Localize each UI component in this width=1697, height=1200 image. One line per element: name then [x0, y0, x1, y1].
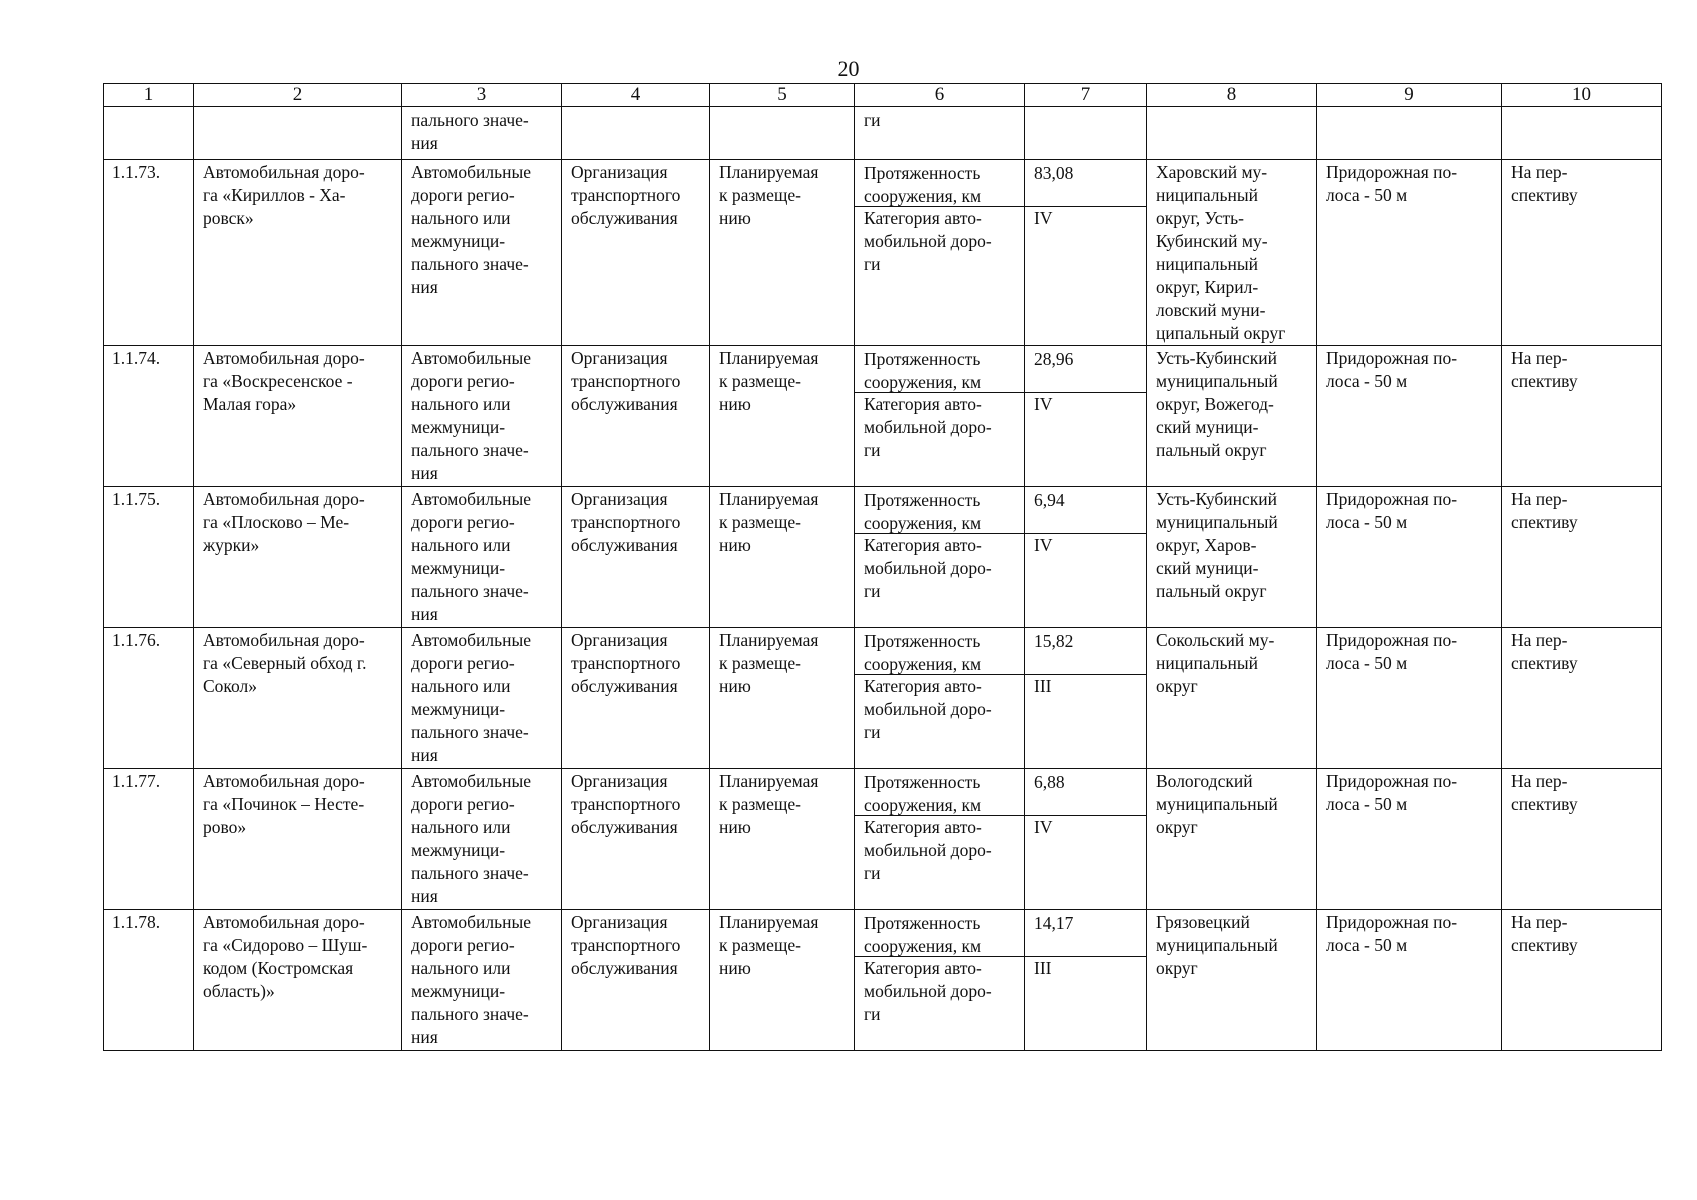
table-row [104, 769, 1662, 910]
table-cell: ги [855, 107, 1025, 160]
object-type: Автомобильные дороги регио- нального или межмуници- пального значе- ния [402, 160, 562, 346]
length-value: 14,17 [1025, 911, 1146, 957]
object-status: Планируемая к размеще- нию [710, 628, 855, 769]
row-number: 1.1.73. [104, 160, 194, 346]
protection-zone: Придорожная по- лоса - 50 м [1317, 346, 1502, 487]
object-purpose: Организация транспортного обслуживания [562, 628, 710, 769]
category-label: Категория авто- мобильной доро- ги [864, 394, 992, 460]
road-name: Автомобильная доро- га «Северный обход г. Сокол» [194, 628, 402, 769]
column-header: 8 [1147, 84, 1317, 107]
table-row [104, 487, 1662, 628]
length-label: Протяженность сооружения, км [855, 488, 1024, 534]
road-name: Автомобильная доро- га «Воскресенское - Малая гора» [194, 346, 402, 487]
object-type: Автомобильные дороги регио- нального или межмуници- пального значе- ния [402, 346, 562, 487]
object-purpose: Организация транспортного обслуживания [562, 160, 710, 346]
category-label: Категория авто- мобильной доро- ги [864, 208, 992, 274]
object-purpose: Организация транспортного обслуживания [562, 346, 710, 487]
protection-zone: Придорожная по- лоса - 50 м [1317, 769, 1502, 910]
row-number: 1.1.77. [104, 769, 194, 910]
length-label: Протяженность сооружения, км [855, 347, 1024, 393]
table-cell [194, 107, 402, 160]
object-purpose: Организация транспортного обслуживания [562, 769, 710, 910]
protection-zone: Придорожная по- лоса - 50 м [1317, 487, 1502, 628]
implementation-term: На пер- спективу [1502, 346, 1662, 487]
location: Харовский му- ниципальный округ, Усть- Кубинский му- ниципальный округ, Кирил- ловский муни- ципальный округ [1147, 160, 1317, 346]
road-name: Автомобильная доро- га «Починок – Несте- рово» [194, 769, 402, 910]
parameter-values [1025, 769, 1147, 910]
parameter-labels [855, 769, 1025, 910]
table-cell: пального значе- ния [402, 107, 562, 160]
category-label: Категория авто- мобильной доро- ги [864, 958, 992, 1024]
implementation-term: На пер- спективу [1502, 628, 1662, 769]
implementation-term: На пер- спективу [1502, 160, 1662, 346]
category-label: Категория авто- мобильной доро- ги [864, 817, 992, 883]
table-cell [1502, 107, 1662, 160]
protection-zone: Придорожная по- лоса - 50 м [1317, 628, 1502, 769]
length-value: 15,82 [1025, 629, 1146, 675]
table-row [104, 910, 1662, 1051]
parameter-values [1025, 346, 1147, 487]
parameter-values [1025, 487, 1147, 628]
column-header: 2 [194, 84, 402, 107]
length-value: 6,88 [1025, 770, 1146, 816]
column-header: 7 [1025, 84, 1147, 107]
table-row [104, 346, 1662, 487]
column-header: 6 [855, 84, 1025, 107]
table-cell [1147, 107, 1317, 160]
protection-zone: Придорожная по- лоса - 50 м [1317, 910, 1502, 1051]
parameter-values [1025, 910, 1147, 1051]
object-type: Автомобильные дороги регио- нального или межмуници- пального значе- ния [402, 487, 562, 628]
length-value: 28,96 [1025, 347, 1146, 393]
object-status: Планируемая к размеще- нию [710, 346, 855, 487]
length-value: 83,08 [1025, 161, 1146, 207]
parameter-values [1025, 628, 1147, 769]
category-value: IV [1034, 817, 1053, 837]
row-number: 1.1.74. [104, 346, 194, 487]
category-label: Категория авто- мобильной доро- ги [864, 535, 992, 601]
parameter-labels [855, 910, 1025, 1051]
object-purpose: Организация транспортного обслуживания [562, 910, 710, 1051]
location: Сокольский му- ниципальный округ [1147, 628, 1317, 769]
object-purpose: Организация транспортного обслуживания [562, 487, 710, 628]
category-value: IV [1034, 208, 1053, 228]
column-header: 3 [402, 84, 562, 107]
road-name: Автомобильная доро- га «Плосково – Ме- журки» [194, 487, 402, 628]
object-type: Автомобильные дороги регио- нального или межмуници- пального значе- ния [402, 628, 562, 769]
column-header: 9 [1317, 84, 1502, 107]
table-cell [104, 107, 194, 160]
category-value: IV [1034, 535, 1053, 555]
continuation-row [104, 107, 1662, 160]
parameter-labels [855, 160, 1025, 346]
row-number: 1.1.75. [104, 487, 194, 628]
length-label: Протяженность сооружения, км [855, 770, 1024, 816]
location: Усть-Кубинский муниципальный округ, Вожегод- ский муници- пальный округ [1147, 346, 1317, 487]
column-header: 1 [104, 84, 194, 107]
object-status: Планируемая к размеще- нию [710, 160, 855, 346]
row-number: 1.1.78. [104, 910, 194, 1051]
parameter-labels [855, 346, 1025, 487]
location: Вологодский муниципальный округ [1147, 769, 1317, 910]
category-label: Категория авто- мобильной доро- ги [864, 676, 992, 742]
object-status: Планируемая к размеще- нию [710, 769, 855, 910]
parameter-values [1025, 160, 1147, 346]
implementation-term: На пер- спективу [1502, 769, 1662, 910]
page-number: 20 [837, 56, 860, 81]
length-label: Протяженность сооружения, км [855, 911, 1024, 957]
object-status: Планируемая к размеще- нию [710, 487, 855, 628]
location: Усть-Кубинский муниципальный округ, Харов- ский муници- пальный округ [1147, 487, 1317, 628]
object-status: Планируемая к размеще- нию [710, 910, 855, 1051]
column-header: 10 [1502, 84, 1662, 107]
location: Грязовецкий муниципальный округ [1147, 910, 1317, 1051]
column-header: 4 [562, 84, 710, 107]
table-cell [562, 107, 710, 160]
table-cell [1025, 107, 1147, 160]
object-type: Автомобильные дороги регио- нального или межмуници- пального значе- ния [402, 769, 562, 910]
row-number: 1.1.76. [104, 628, 194, 769]
category-value: III [1034, 958, 1052, 978]
length-label: Протяженность сооружения, км [855, 629, 1024, 675]
length-value: 6,94 [1025, 488, 1146, 534]
parameter-labels [855, 487, 1025, 628]
implementation-term: На пер- спективу [1502, 910, 1662, 1051]
protection-zone: Придорожная по- лоса - 50 м [1317, 160, 1502, 346]
table-row [104, 160, 1662, 346]
parameter-labels [855, 628, 1025, 769]
table-row [104, 628, 1662, 769]
category-value: III [1034, 676, 1052, 696]
road-name: Автомобильная доро- га «Сидорово – Шуш- кодом (Костромская область)» [194, 910, 402, 1051]
table-cell [1317, 107, 1502, 160]
length-label: Протяженность сооружения, км [855, 161, 1024, 207]
header-row [104, 84, 1662, 107]
roads-table [103, 83, 1662, 1051]
column-header: 5 [710, 84, 855, 107]
implementation-term: На пер- спективу [1502, 487, 1662, 628]
object-type: Автомобильные дороги регио- нального или межмуници- пального значе- ния [402, 910, 562, 1051]
road-name: Автомобильная доро- га «Кириллов - Ха- ровск» [194, 160, 402, 346]
roads-table-container [103, 83, 1661, 1051]
table-cell [710, 107, 855, 160]
category-value: IV [1034, 394, 1053, 414]
